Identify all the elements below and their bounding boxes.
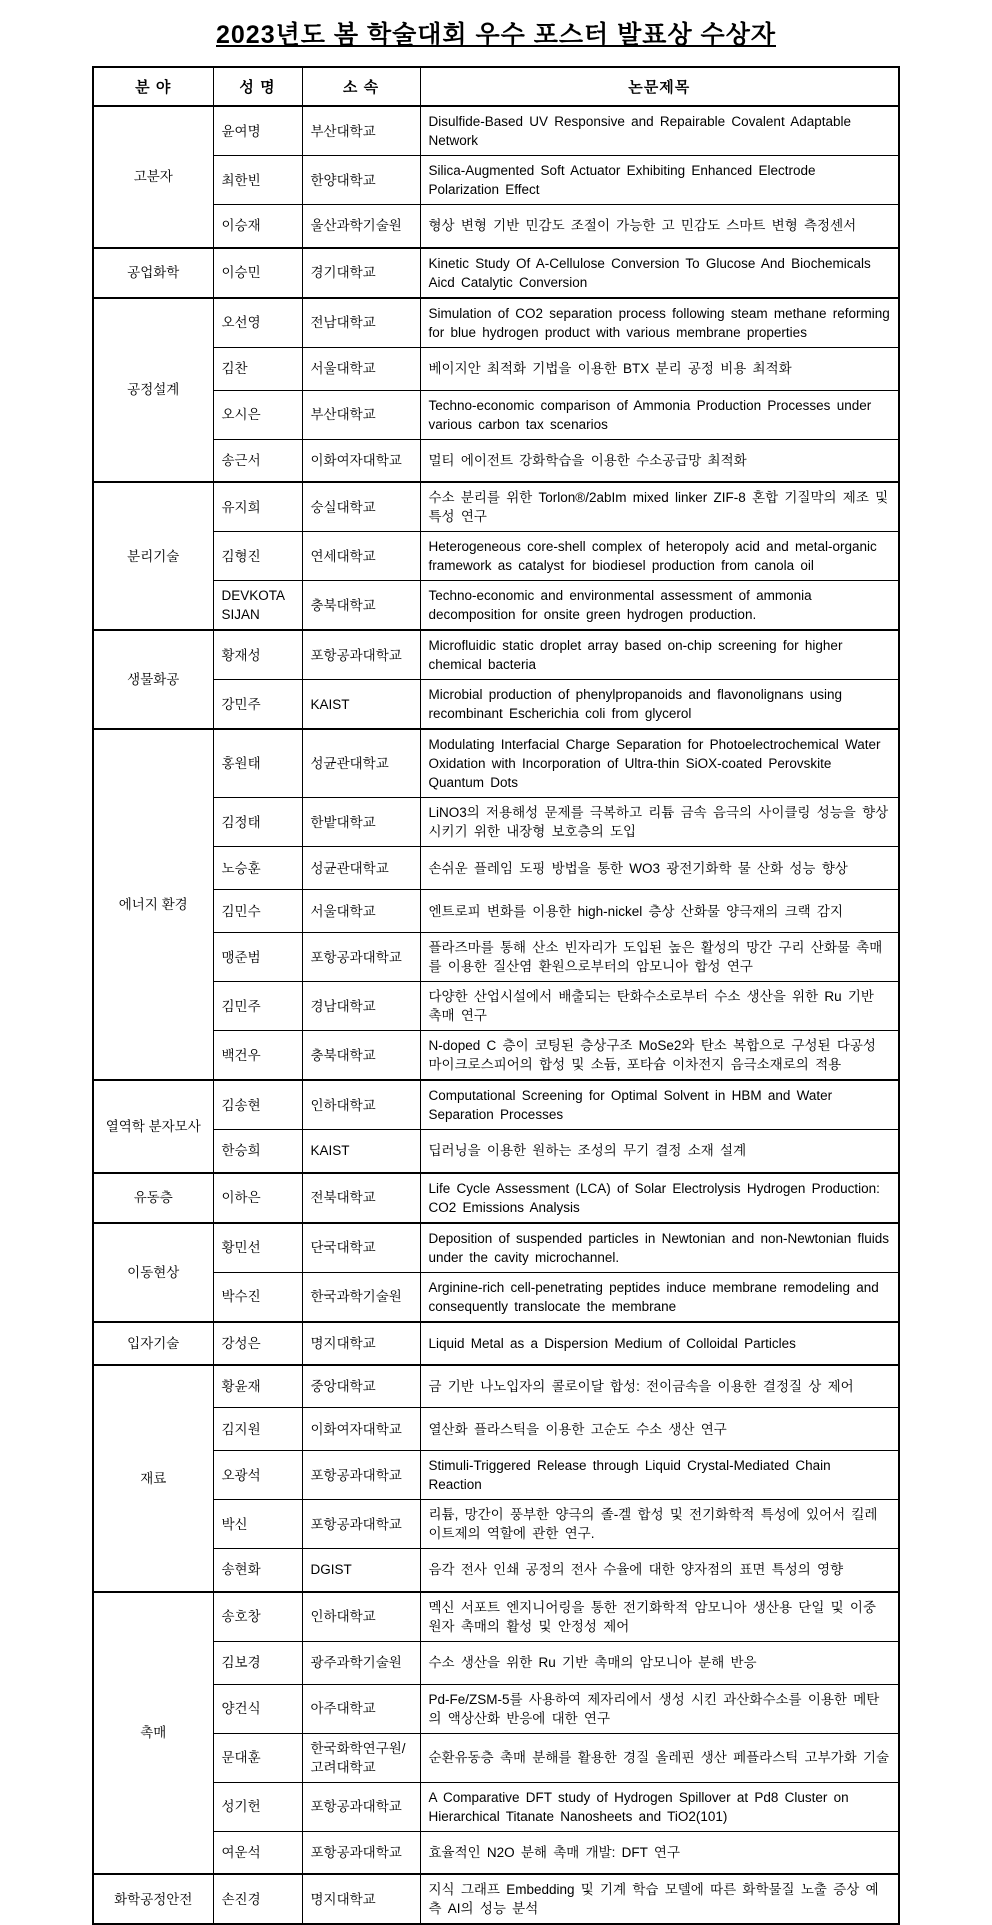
paper-title-cell: 수소 생산을 위한 Ru 기반 촉매의 암모니아 분해 반응: [420, 1641, 899, 1684]
paper-title-cell: Heterogeneous core-shell complex of heteropoly acid and metal-organic framework as catalyst for biodiesel production from canola oil: [420, 532, 899, 581]
affiliation-cell: 한밭대학교: [302, 798, 420, 847]
name-cell: 문대훈: [213, 1733, 302, 1782]
affiliation-cell: 성균관대학교: [302, 847, 420, 890]
paper-title-cell: 손쉬운 플레임 도핑 방법을 통한 WO3 광전기화학 물 산화 성능 향상: [420, 847, 899, 890]
paper-title-cell: 엔트로피 변화를 이용한 high-nickel 층상 산화물 양극재의 크랙 감지: [420, 890, 899, 933]
affiliation-cell: 한국과학기술원: [302, 1272, 420, 1322]
affiliation-cell: 명지대학교: [302, 1874, 420, 1924]
category-cell: 이동현상: [93, 1223, 213, 1322]
name-cell: 백건우: [213, 1031, 302, 1081]
affiliation-cell: 숭실대학교: [302, 482, 420, 532]
table-row: [93, 1684, 899, 1733]
table-row: [93, 680, 899, 730]
affiliation-cell: 명지대학교: [302, 1322, 420, 1365]
paper-title-cell: LiNO3의 저용해성 문제를 극복하고 리튬 금속 음극의 사이클링 성능을 향상시키기 위한 내장형 보호층의 도입: [420, 798, 899, 847]
paper-title-cell: Silica-Augmented Soft Actuator Exhibiting Enhanced Electrode Polarization Effect: [420, 156, 899, 205]
name-cell: 홍원태: [213, 729, 302, 798]
affiliation-cell: KAIST: [302, 680, 420, 730]
affiliation-cell: 중앙대학교: [302, 1365, 420, 1408]
table-row: [93, 298, 899, 348]
paper-title-cell: 리튬, 망간이 풍부한 양극의 졸-겔 합성 및 전기화학적 특성에 있어서 킬레이트제의 역할에 관한 연구.: [420, 1500, 899, 1549]
category-cell: 입자기술: [93, 1322, 213, 1365]
name-cell: 황윤재: [213, 1365, 302, 1408]
category-cell: 고분자: [93, 106, 213, 248]
category-cell: 유동층: [93, 1173, 213, 1223]
affiliation-cell: 포항공과대학교: [302, 1451, 420, 1500]
paper-title-cell: Simulation of CO2 separation process following steam methane reforming for blue hydrogen product with various membrane properties: [420, 298, 899, 348]
table-row: [93, 532, 899, 581]
table-row: [93, 1592, 899, 1642]
category-cell: 열역학 분자모사: [93, 1080, 213, 1173]
table-row: [93, 1549, 899, 1592]
header-row: [93, 67, 899, 106]
paper-title-cell: Arginine-rich cell-penetrating peptides induce membrane remodeling and consequently translocate the membrane: [420, 1272, 899, 1322]
paper-title-cell: Pd-Fe/ZSM-5를 사용하여 제자리에서 생성 시킨 과산화수소를 이용한 메탄의 액상산화 반응에 대한 연구: [420, 1684, 899, 1733]
affiliation-cell: 부산대학교: [302, 390, 420, 439]
affiliation-cell: 이화여자대학교: [302, 1408, 420, 1451]
table-row: [93, 1223, 899, 1273]
affiliation-cell: 포항공과대학교: [302, 1500, 420, 1549]
affiliation-cell: 광주과학기술원: [302, 1641, 420, 1684]
header-category: 분 야: [93, 67, 213, 106]
table-row: [93, 1130, 899, 1173]
table-row: [93, 1641, 899, 1684]
affiliation-cell: 인하대학교: [302, 1080, 420, 1130]
name-cell: 이하은: [213, 1173, 302, 1223]
paper-title-cell: 다양한 산업시설에서 배출되는 탄화수소로부터 수소 생산을 위한 Ru 기반 촉매 연구: [420, 982, 899, 1031]
affiliation-cell: 울산과학기술원: [302, 205, 420, 248]
affiliation-cell: 성균관대학교: [302, 729, 420, 798]
affiliation-cell: 단국대학교: [302, 1223, 420, 1273]
table-row: [93, 1408, 899, 1451]
paper-title-cell: Microbial production of phenylpropanoids and flavonolignans using recombinant Escherichia coli from glycerol: [420, 680, 899, 730]
paper-title-cell: 딥러닝을 이용한 원하는 조성의 무기 결정 소재 설계: [420, 1130, 899, 1173]
category-cell: 화학공정안전: [93, 1874, 213, 1924]
name-cell: DEVKOTA SIJAN: [213, 581, 302, 631]
paper-title-cell: N-doped C 층이 코팅된 층상구조 MoSe2와 탄소 복합으로 구성된 다공성 마이크로스피어의 합성 및 소듐, 포타슘 이차전지 음극소재로의 적용: [420, 1031, 899, 1081]
paper-title-cell: 베이지안 최적화 기법을 이용한 BTX 분리 공정 비용 최적화: [420, 347, 899, 390]
affiliation-cell: 전남대학교: [302, 298, 420, 348]
name-cell: 김정태: [213, 798, 302, 847]
name-cell: 강민주: [213, 680, 302, 730]
table-row: [93, 933, 899, 982]
table-row: [93, 205, 899, 248]
page-title: 2023년도 봄 학술대회 우수 포스터 발표상 수상자: [216, 21, 776, 49]
paper-title-cell: Disulfide-Based UV Responsive and Repairable Covalent Adaptable Network: [420, 106, 899, 156]
affiliation-cell: 경남대학교: [302, 982, 420, 1031]
paper-title-cell: Computational Screening for Optimal Solvent in HBM and Water Separation Processes: [420, 1080, 899, 1130]
name-cell: 박신: [213, 1500, 302, 1549]
name-cell: 송현화: [213, 1549, 302, 1592]
name-cell: 한승희: [213, 1130, 302, 1173]
header-affiliation: 소 속: [302, 67, 420, 106]
name-cell: 유지희: [213, 482, 302, 532]
table-row: [93, 248, 899, 298]
affiliation-cell: 포항공과대학교: [302, 1831, 420, 1874]
name-cell: 강성은: [213, 1322, 302, 1365]
affiliation-cell: 충북대학교: [302, 581, 420, 631]
table-row: [93, 482, 899, 532]
affiliation-cell: 연세대학교: [302, 532, 420, 581]
affiliation-cell: 아주대학교: [302, 1684, 420, 1733]
table-row: [93, 1451, 899, 1500]
affiliation-cell: 포항공과대학교: [302, 630, 420, 680]
name-cell: 황민선: [213, 1223, 302, 1273]
name-cell: 성기헌: [213, 1782, 302, 1831]
table-row: [93, 1733, 899, 1782]
affiliation-cell: 한양대학교: [302, 156, 420, 205]
category-cell: 촉매: [93, 1592, 213, 1875]
table-row: [93, 1080, 899, 1130]
name-cell: 김지원: [213, 1408, 302, 1451]
name-cell: 오시은: [213, 390, 302, 439]
name-cell: 황재성: [213, 630, 302, 680]
paper-title-cell: 순환유동층 촉매 분해를 활용한 경질 올레핀 생산 페플라스틱 고부가화 기술: [420, 1733, 899, 1782]
name-cell: 송호창: [213, 1592, 302, 1642]
table-row: [93, 630, 899, 680]
paper-title-cell: 금 기반 나노입자의 콜로이달 합성: 전이금속을 이용한 결정질 상 제어: [420, 1365, 899, 1408]
table-row: [93, 890, 899, 933]
table-row: [93, 1782, 899, 1831]
paper-title-cell: 음각 전사 인쇄 공정의 전사 수율에 대한 양자점의 표면 특성의 영향: [420, 1549, 899, 1592]
affiliation-cell: 경기대학교: [302, 248, 420, 298]
affiliation-cell: 인하대학교: [302, 1592, 420, 1642]
table-row: [93, 439, 899, 482]
table-row: [93, 1272, 899, 1322]
paper-title-cell: Life Cycle Assessment (LCA) of Solar Electrolysis Hydrogen Production: CO2 Emissions Analysis: [420, 1173, 899, 1223]
affiliation-cell: 서울대학교: [302, 347, 420, 390]
name-cell: 김민주: [213, 982, 302, 1031]
name-cell: 김찬: [213, 347, 302, 390]
affiliation-cell: 충북대학교: [302, 1031, 420, 1081]
name-cell: 김형진: [213, 532, 302, 581]
name-cell: 노승훈: [213, 847, 302, 890]
name-cell: 최한빈: [213, 156, 302, 205]
paper-title-cell: Techno-economic and environmental assessment of ammonia decomposition for onsite green hydrogen production.: [420, 581, 899, 631]
table-body: [93, 106, 899, 1924]
paper-title-cell: Techno-economic comparison of Ammonia Production Processes under various carbon tax scenarios: [420, 390, 899, 439]
name-cell: 이승재: [213, 205, 302, 248]
table-row: [93, 982, 899, 1031]
name-cell: 양건식: [213, 1684, 302, 1733]
paper-title-cell: Modulating Interfacial Charge Separation for Photoelectrochemical Water Oxidation with Incorporation of Ultra-thin SiOX-coated Perovskite Quantum Dots: [420, 729, 899, 798]
name-cell: 여운석: [213, 1831, 302, 1874]
table-row: [93, 798, 899, 847]
table-row: [93, 581, 899, 631]
name-cell: 김민수: [213, 890, 302, 933]
table-row: [93, 347, 899, 390]
name-cell: 손진경: [213, 1874, 302, 1924]
affiliation-cell: 포항공과대학교: [302, 933, 420, 982]
table-row: [93, 390, 899, 439]
paper-title-cell: 수소 분리를 위한 Torlon®/2abIm mixed linker ZIF-8 혼합 기질막의 제조 및 특성 연구: [420, 482, 899, 532]
paper-title-cell: A Comparative DFT study of Hydrogen Spillover at Pd8 Cluster on Hierarchical Titanate Nanosheets and TiO2(101): [420, 1782, 899, 1831]
affiliation-cell: 포항공과대학교: [302, 1782, 420, 1831]
paper-title-cell: Liquid Metal as a Dispersion Medium of Colloidal Particles: [420, 1322, 899, 1365]
table-row: [93, 106, 899, 156]
table-row: [93, 1365, 899, 1408]
affiliation-cell: DGIST: [302, 1549, 420, 1592]
name-cell: 송근서: [213, 439, 302, 482]
table-row: [93, 1500, 899, 1549]
table-row: [93, 1173, 899, 1223]
table-row: [93, 1831, 899, 1874]
paper-title-cell: 멕신 서포트 엔지니어링을 통한 전기화학적 암모니아 생산용 단일 및 이중 원자 촉매의 활성 및 안정성 제어: [420, 1592, 899, 1642]
category-cell: 분리기술: [93, 482, 213, 630]
table-row: [93, 1874, 899, 1924]
paper-title-cell: 멀티 에이전트 강화학습을 이용한 수소공급망 최적화: [420, 439, 899, 482]
name-cell: 김송현: [213, 1080, 302, 1130]
name-cell: 오광석: [213, 1451, 302, 1500]
name-cell: 맹준범: [213, 933, 302, 982]
category-cell: 에너지 환경: [93, 729, 213, 1080]
affiliation-cell: 서울대학교: [302, 890, 420, 933]
paper-title-cell: 효율적인 N2O 분해 촉매 개발: DFT 연구: [420, 1831, 899, 1874]
name-cell: 김보경: [213, 1641, 302, 1684]
awards-table: [92, 66, 900, 1925]
paper-title-cell: Kinetic Study Of A-Cellulose Conversion To Glucose And Biochemicals Aicd Catalytic Conversion: [420, 248, 899, 298]
paper-title-cell: Deposition of suspended particles in Newtonian and non-Newtonian fluids under the cavity microchannel.: [420, 1223, 899, 1273]
name-cell: 이승민: [213, 248, 302, 298]
table-row: [93, 729, 899, 798]
paper-title-cell: 플라즈마를 통해 산소 빈자리가 도입된 높은 활성의 망간 구리 산화물 촉매를 이용한 질산염 환원으로부터의 암모니아 합성 연구: [420, 933, 899, 982]
affiliation-cell: 한국화학연구원/고려대학교: [302, 1733, 420, 1782]
paper-title-cell: Microfluidic static droplet array based on-chip screening for higher chemical bacteria: [420, 630, 899, 680]
category-cell: 재료: [93, 1365, 213, 1592]
affiliation-cell: 전북대학교: [302, 1173, 420, 1223]
affiliation-cell: 부산대학교: [302, 106, 420, 156]
paper-title-cell: 열산화 플라스틱을 이용한 고순도 수소 생산 연구: [420, 1408, 899, 1451]
category-cell: 공정설계: [93, 298, 213, 483]
table-row: [93, 847, 899, 890]
name-cell: 윤여명: [213, 106, 302, 156]
table-row: [93, 1031, 899, 1081]
header-paper-title: 논문제목: [420, 67, 899, 106]
affiliation-cell: KAIST: [302, 1130, 420, 1173]
header-name: 성 명: [213, 67, 302, 106]
name-cell: 박수진: [213, 1272, 302, 1322]
paper-title-cell: Stimuli-Triggered Release through Liquid Crystal-Mediated Chain Reaction: [420, 1451, 899, 1500]
table-row: [93, 156, 899, 205]
paper-title-cell: 지식 그래프 Embedding 및 기계 학습 모델에 따른 화학물질 노출 증상 예측 AI의 성능 분석: [420, 1874, 899, 1924]
affiliation-cell: 이화여자대학교: [302, 439, 420, 482]
paper-title-cell: 형상 변형 기반 민감도 조절이 가능한 고 민감도 스마트 변형 측정센서: [420, 205, 899, 248]
table-row: [93, 1322, 899, 1365]
name-cell: 오선영: [213, 298, 302, 348]
category-cell: 공업화학: [93, 248, 213, 298]
category-cell: 생물화공: [93, 630, 213, 729]
